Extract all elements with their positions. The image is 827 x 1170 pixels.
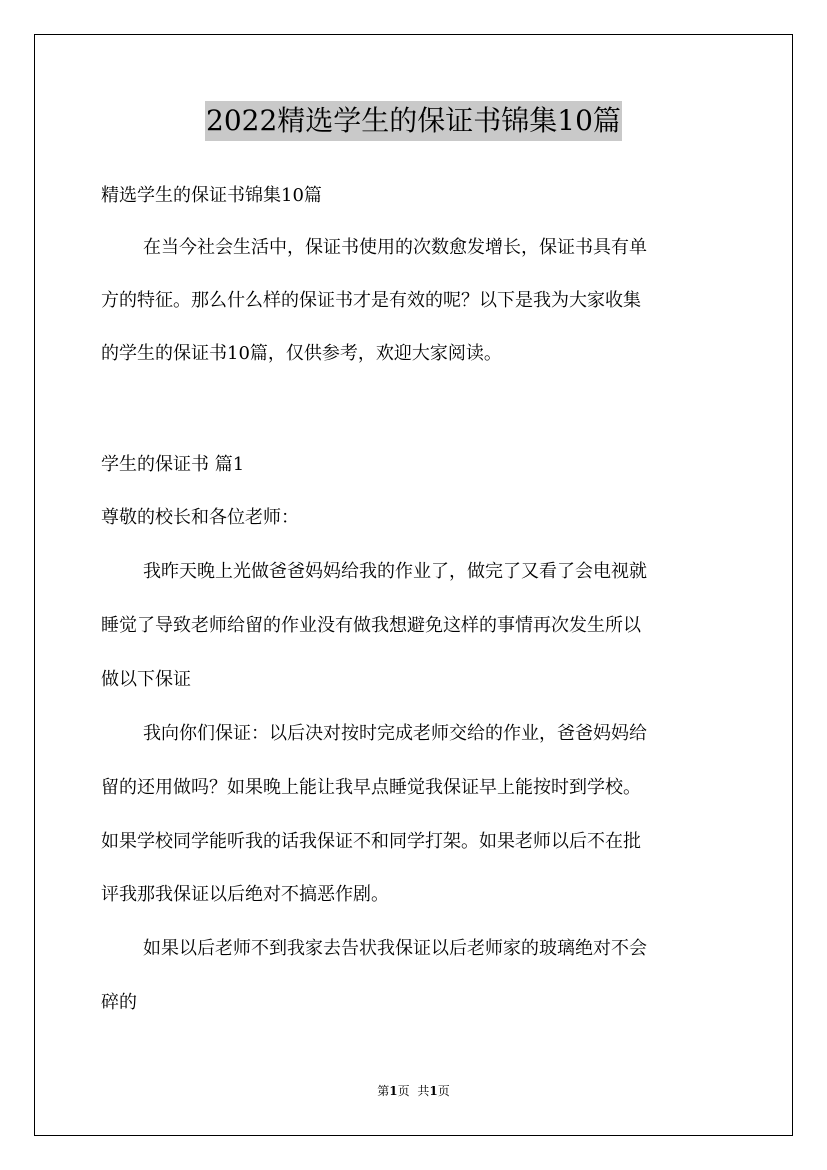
paragraph-line: 评我那我保证以后绝对不搞恶作剧。	[101, 884, 389, 905]
paragraph-line: 方的特征。那么什么样的保证书才是有效的呢？以下是我为大家收集	[101, 290, 641, 311]
paragraph-line: 我昨天晚上光做爸爸妈妈给我的作业了，做完了又看了会电视就	[143, 561, 647, 582]
page-footer	[0, 1083, 827, 1099]
section-heading: 学生的保证书 篇1	[101, 454, 245, 475]
document-title: 2022精选学生的保证书锦集10篇	[205, 101, 622, 141]
paragraph-line: 做以下保证	[101, 669, 191, 690]
footer-page-prefix: 第	[377, 1084, 390, 1098]
paragraph-line: 如果学校同学能听我的话我保证不和同学打架。如果老师以后不在批	[101, 831, 641, 852]
footer-total-pages: 1	[429, 1084, 438, 1098]
footer-page-number: 1	[389, 1084, 398, 1098]
footer-total-prefix: 共	[417, 1084, 430, 1098]
subtitle-line: 精选学生的保证书锦集10篇	[101, 185, 322, 206]
title-container	[0, 101, 827, 141]
footer-page-suffix: 页	[397, 1084, 410, 1098]
paragraph-line: 的学生的保证书10篇，仅供参考，欢迎大家阅读。	[101, 343, 502, 364]
paragraph-line: 在当今社会生活中，保证书使用的次数愈发增长，保证书具有单	[143, 237, 647, 258]
paragraph-line: 留的还用做吗？如果晚上能让我早点睡觉我保证早上能按时到学校。	[101, 777, 641, 798]
paragraph-line: 睡觉了导致老师给留的作业没有做我想避免这样的事情再次发生所以	[101, 615, 641, 636]
paragraph-line: 碎的	[101, 992, 137, 1013]
footer-total-suffix: 页	[437, 1084, 450, 1098]
paragraph-line: 我向你们保证：以后决对按时完成老师交给的作业，爸爸妈妈给	[143, 723, 647, 744]
paragraph-line: 如果以后老师不到我家去告状我保证以后老师家的玻璃绝对不会	[143, 938, 647, 959]
salutation-line: 尊敬的校长和各位老师：	[101, 507, 299, 528]
